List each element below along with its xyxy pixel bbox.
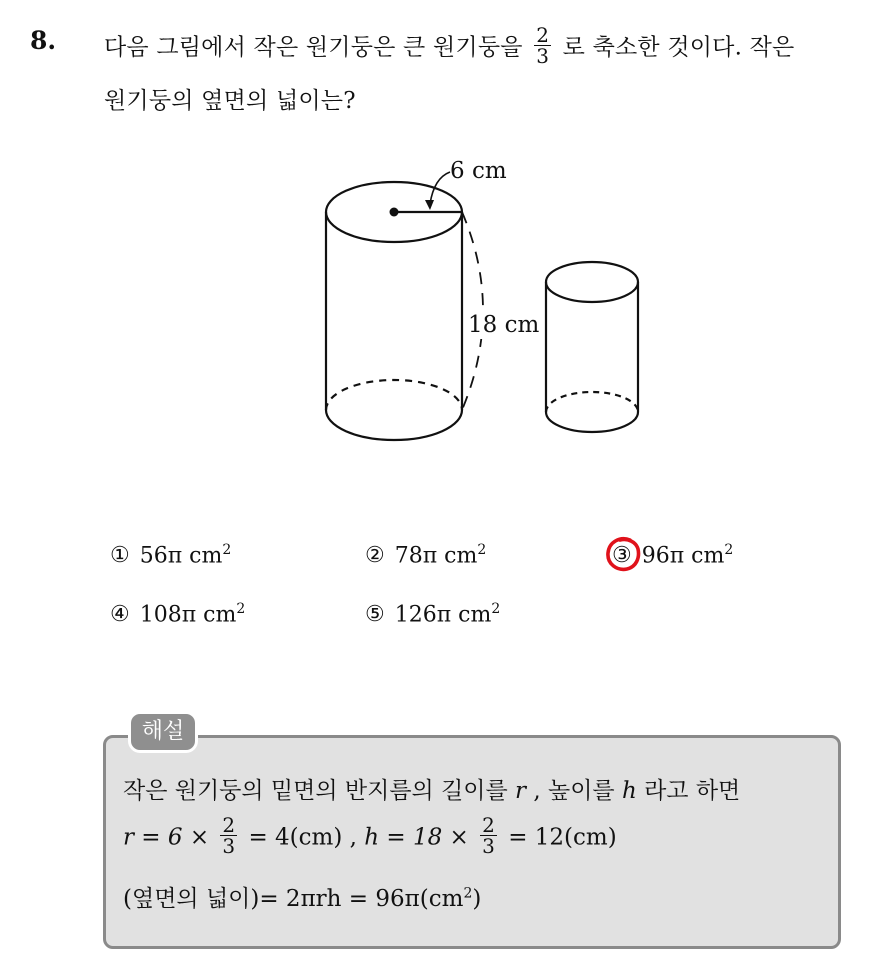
solution-line1-a: 작은 원기둥의 밑면의 반지름의 길이를: [123, 778, 508, 804]
choice-2-value: 78π cm: [394, 543, 478, 569]
choice-5[interactable]: [365, 601, 500, 627]
question-number: 8.: [30, 26, 57, 55]
choice-1-exponent: 2: [222, 542, 232, 558]
solution-line1-c: 라고 하면: [644, 778, 741, 804]
solution-fraction-2: [480, 815, 497, 856]
choice-1-mark: ①: [110, 543, 130, 569]
choice-2-mark: ②: [365, 543, 385, 569]
choice-3-exponent: 2: [724, 542, 734, 558]
solution-var-r: r: [515, 778, 527, 804]
solution-line1: [123, 772, 740, 805]
small-cylinder-bottom-back: [546, 392, 638, 412]
solution-tag: 해설: [128, 711, 198, 753]
solution-fraction-2-num: 2: [482, 813, 495, 837]
solution-fraction-1-num: 2: [222, 813, 236, 837]
choice-1-value: 56π cm: [139, 543, 223, 569]
choice-2-exponent: 2: [477, 542, 487, 558]
cylinders-figure: [300, 150, 660, 470]
solution-eq2-b: = 12(cm): [508, 824, 617, 851]
choice-2[interactable]: [365, 542, 486, 568]
choice-4-exponent: 2: [236, 601, 246, 617]
solution-line2: [123, 813, 617, 859]
solution-line3: [123, 880, 481, 913]
question-text-before: 다음 그림에서 작은 원기둥은 큰 원기둥을: [104, 34, 523, 61]
solution-eq1-a: r = 6 ×: [123, 824, 210, 851]
height-label: 18 cm: [468, 312, 540, 338]
solution-fraction-1-den: 3: [222, 834, 236, 858]
choice-4-value: 108π cm: [139, 602, 237, 628]
large-cylinder-bottom-back: [326, 380, 462, 410]
question-text-after: 로 축소한 것이다. 작은: [562, 34, 795, 61]
ratio-fraction: [534, 25, 551, 66]
large-cylinder: [326, 182, 462, 440]
question-text-line1: [104, 23, 795, 69]
choice-5-value: 126π cm: [394, 602, 492, 628]
solution-fraction-2-den: 3: [482, 834, 495, 858]
radius-label: 6 cm: [450, 158, 507, 184]
solution-eq2-a: h = 18 ×: [364, 824, 469, 851]
selected-answer-circle: [603, 534, 643, 574]
choice-3-mark: ③: [612, 543, 632, 569]
choice-1[interactable]: [110, 542, 231, 568]
solution-eq1-b: = 4(cm) ,: [248, 824, 357, 851]
small-cylinder: [546, 262, 638, 432]
choice-5-exponent: 2: [491, 601, 501, 617]
choice-5-mark: ⑤: [365, 602, 385, 628]
solution-line3-a: (옆면의 넓이)= 2πrh = 96π(cm: [123, 886, 464, 912]
choice-3-value: 96π cm: [641, 543, 725, 569]
solution-line1-b: , 높이를: [533, 778, 615, 804]
ratio-denominator: 3: [536, 44, 550, 68]
solution-var-h: h: [621, 778, 637, 804]
radius-arrowhead: [425, 200, 434, 210]
solution-line3-b: ): [472, 886, 482, 912]
small-cylinder-top: [546, 262, 638, 302]
choice-4[interactable]: [110, 601, 245, 627]
large-cylinder-bottom-front: [326, 410, 462, 440]
selected-answer-circle-stroke: [608, 539, 639, 570]
solution-fraction-1: [220, 815, 237, 856]
small-cylinder-bottom-front: [546, 412, 638, 432]
choice-4-mark: ④: [110, 602, 130, 628]
solution-line3-exponent: 2: [463, 885, 473, 902]
ratio-numerator: 2: [536, 23, 550, 47]
question-text-line2: 원기둥의 옆면의 넓이는?: [104, 88, 356, 114]
